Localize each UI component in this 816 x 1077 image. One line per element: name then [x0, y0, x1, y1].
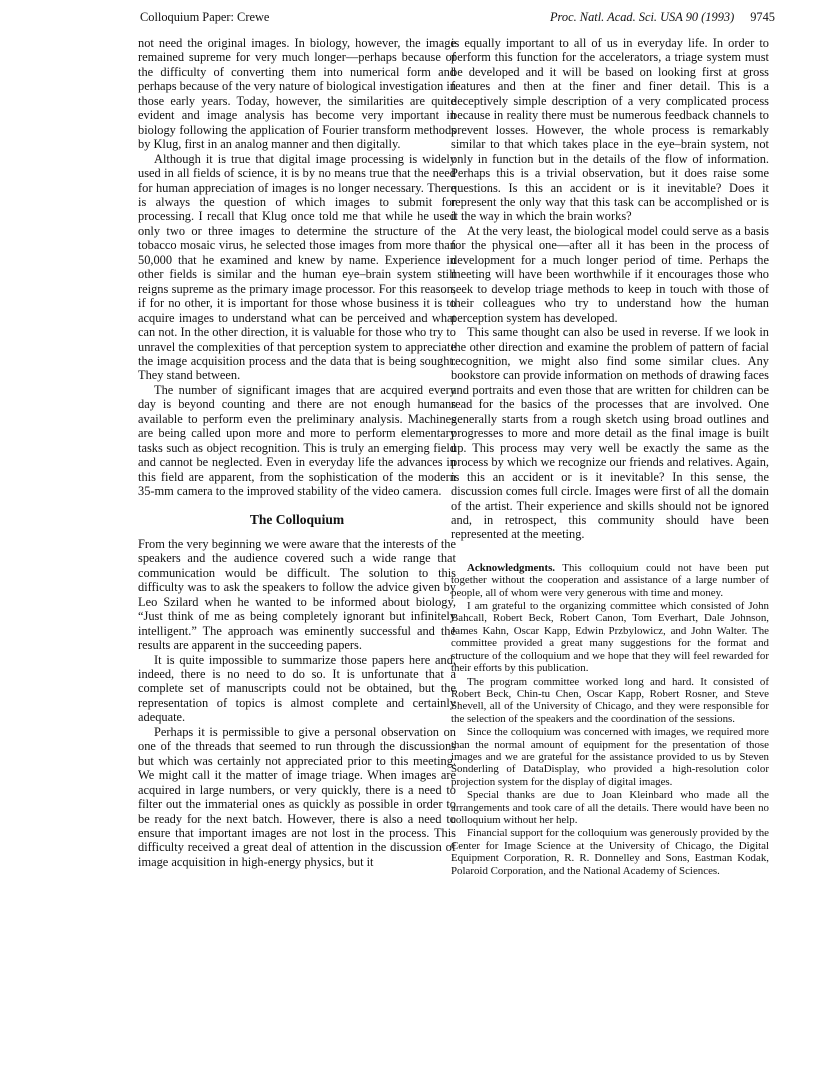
paragraph: is equally important to all of us in everyday life. In order to perform this function for the accelerators, a triage system must be developed and it will be based on looking first at gross features and then at the finer and finer detail. This is a deceptively simple description of a very complicated process because in reality there must be numerous feedback channels to prevent losses. However, the whole process is remarkably similar to that which takes place in the eye–brain system, not only in function but in the details of the flow of information. Perhaps this is a trivial observation, but it does raise some questions. Is this an accident or is it inevitable? Does it represent the only way that this task can be accomplished or is it the way in which the brain works? — [451, 36, 769, 224]
section-heading: The Colloquium — [249, 511, 345, 527]
acknowledgments-paragraph: Financial support for the colloquium was generously provided by the Center for Image Science at the University of Chicago, the Digital Equipment Corporation, R. R. Donnelley and Sons, Eastman Kodak, Polaroid Corporation, and the National Academy of Sciences. — [451, 827, 769, 877]
journal-name: Proc. Natl. Acad. Sci. USA 90 (1993) — [549, 10, 735, 24]
acknowledgments-paragraph: The program committee worked long and hard. It consisted of Robert Beck, Chin-tu Chen, Oscar Kapp, Robert Rosner, and Steve Shevell, all of the University of Chicago, and they were responsible for the selection of the speakers and the coordination of the sessions. — [451, 675, 769, 725]
paragraph: It is quite impossible to summarize those papers here and, indeed, there is no need to do so. It is unfortunate that a complete set of manuscripts could not be obtained, but the representation of topics is almost complete and certainly adequate. — [138, 652, 456, 725]
paragraph: From the very beginning we were aware that the interests of the speakers and the audience covered such a wide range that communication would be difficult. The solution to this difficulty was to ask the speakers to follow the advice given by Leo Szilard when he wanted to be informed about biology, “Just think of me as being completely ignorant but infinitely intelligent.” The approach was eminently successful and the results are apparent in the succeeding papers. — [138, 536, 456, 653]
acknowledgments-paragraph: Since the colloquium was concerned with images, we required more than the normal amount of equipment for the presentation of those images and we are grateful for the assistance provided to us by Steven Sonderling of DataDisplay, who provided a high-resolution color projection system for the display of digital images. — [451, 726, 769, 788]
acknowledgments-section — [451, 562, 769, 877]
journal-citation — [550, 10, 775, 25]
page-number: 9745 — [750, 10, 775, 24]
acknowledgments-intro — [451, 562, 769, 599]
paragraph: The number of significant images that are acquired every day is beyond counting and there are not enough humans available to perform even the preliminary analysis. Machines are being called upon more and more to perform elementary tasks such as object recognition. This is truly an emerging field and cannot be neglected. Even in everyday life the advances in this field are apparent, from the sophistication of the modern 35-mm camera to the improved stability of the video camera. — [138, 382, 456, 499]
acknowledgments-paragraph: I am grateful to the organizing committee which consisted of John Bahcall, Robert Beck, Robert Canon, Tom Everhart, Dale Johnson, James Kahn, Oscar Kapp, Edwin Przbylowicz, and John Walter. The committee provided a great many suggestions for the format and structure of the colloquium and we hope that they will feel rewarded for their efforts by this publication. — [451, 600, 769, 675]
acknowledgments-text: This colloquium could not have been put together without the cooperation and assistance of a large number of people, all of whom were very generous with time and money. — [451, 561, 770, 599]
paragraph: not need the original images. In biology, however, the image remained supreme for very much longer—perhaps because of the difficulty of converting them into numerical form and perhaps because of the very nature of biological investigation in those early years. Today, however, the similarities are quite evident and image analysis has become very important in biology following the application of Fourier transform methods by Klug, first in an analog manner and then digitally. — [138, 36, 456, 152]
paragraph: At the very least, the biological model could serve as a basis for the physical one—after all it has been in the process of development for a much longer period of time. Perhaps the meeting will have been worthwhile if it encourages those who seek to develop triage methods to keep in touch with those of their colleagues who try to understand how the human perception system has developed. — [451, 223, 769, 325]
paragraph: Perhaps it is permissible to give a personal observation on one of the threads that seemed to run through the discussions but which was certainly not appreciated prior to this meeting. We might call it the matter of image triage. When images are acquired in large numbers, or very quickly, there is a need to filter out the immaterial ones as quickly as possible in order to be ready for the next batch. However, there is also a need to ensure that important images are not lost in the process. This difficulty received a great deal of attention in the discussion of image acquisition in high-energy physics, but it — [138, 724, 456, 869]
acknowledgments-label: Acknowledgments. — [467, 561, 556, 574]
paragraph: This same thought can also be used in reverse. If we look in the other direction and examine the problem of pattern of facial recognition, we might also find some similar clues. Any bookstore can provide information on methods of drawing faces and portraits and even those that are written for children can be read for the basics of the processes that are involved. One generally starts from a rough sketch using broad outlines and progresses to more and more detail as the final image is built up. This process may very well be exactly the same as the process by which we recognize our friends and relatives. Again, is this an accident or is it inevitable? In this sense, the discussion comes full circle. Images were first of all the domain of the artist. Their experience and skills should not be ignored and, in retrospect, this community should have been represented at the meeting. — [451, 325, 769, 542]
left-column — [138, 36, 456, 869]
right-column — [451, 36, 769, 878]
paragraph: Although it is true that digital image processing is widely used in all fields of science, it is by no means true that the need for human appreciation of images is no longer necessary. There is always the question of which images to submit for processing. I recall that Klug once told me that while he used only two or three images to determine the structure of the tobacco mosaic virus, he selected those images from more than 50,000 that he examined and knew by name. Experience in other fields is similar and the human eye–brain system still reigns supreme as the primary image processor. For this reason, if for no other, it is important for those whose business it is to acquire images to understand what can be perceived and what can not. In the other direction, it is valuable for those who try to unravel the complexities of that perception system to appreciate the image acquisition process and the data that is being sought. They stand between. — [138, 151, 456, 383]
acknowledgments-paragraph: Special thanks are due to Joan Kleinbard who made all the arrangements and took care of all the details. There would have been no colloquium without her help. — [451, 789, 769, 826]
running-title: Colloquium Paper: Crewe — [140, 10, 270, 24]
running-header — [140, 10, 775, 28]
